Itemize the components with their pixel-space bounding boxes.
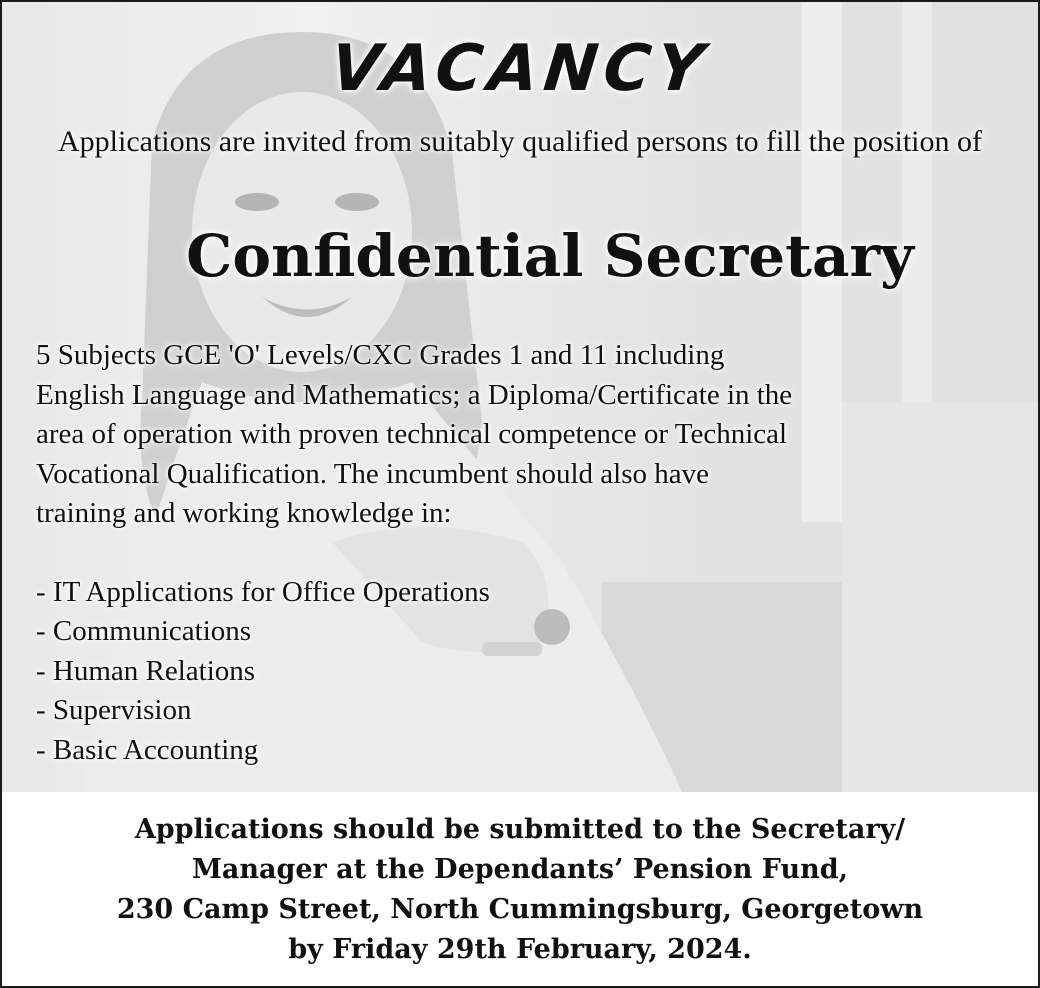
skill-item: - Communications [36, 615, 252, 647]
intro-text: Applications are invited from suitably qualified persons to fill the position of [58, 125, 982, 158]
skill-item: - Supervision [36, 694, 192, 726]
skill-item: - Human Relations [36, 654, 256, 687]
submission-line: Applications should be submitted to the Secretary/ [134, 814, 906, 845]
submission-line: Manager at the Dependants’ Pension Fund, [191, 854, 849, 885]
requirements-line: 5 Subjects GCE 'O' Levels/CXC Grades 1 and 11 including [36, 339, 725, 371]
skill-item: - Basic Accounting [36, 733, 259, 766]
submission-instructions [2, 810, 1038, 970]
vacancy-heading: VACANCY [327, 32, 713, 106]
requirements-line: area of operation with proven technical competence or Technical [36, 418, 788, 450]
requirements-line: English Language and Mathematics; a Diploma/Certificate in the [36, 378, 793, 411]
requirements-line: training and working knowledge in: [36, 497, 452, 529]
skill-item: - IT Applications for Office Operations [36, 575, 490, 608]
submission-line: 230 Camp Street, North Cummingsburg, Georgetown [116, 894, 924, 925]
skills-list [36, 573, 996, 771]
requirements-section [36, 336, 996, 770]
submission-line: by Friday 29th February, 2024. [288, 934, 752, 965]
requirements-line: Vocational Qualification. The incumbent should also have [36, 457, 710, 490]
position-title: Confidential Secretary [186, 222, 914, 290]
